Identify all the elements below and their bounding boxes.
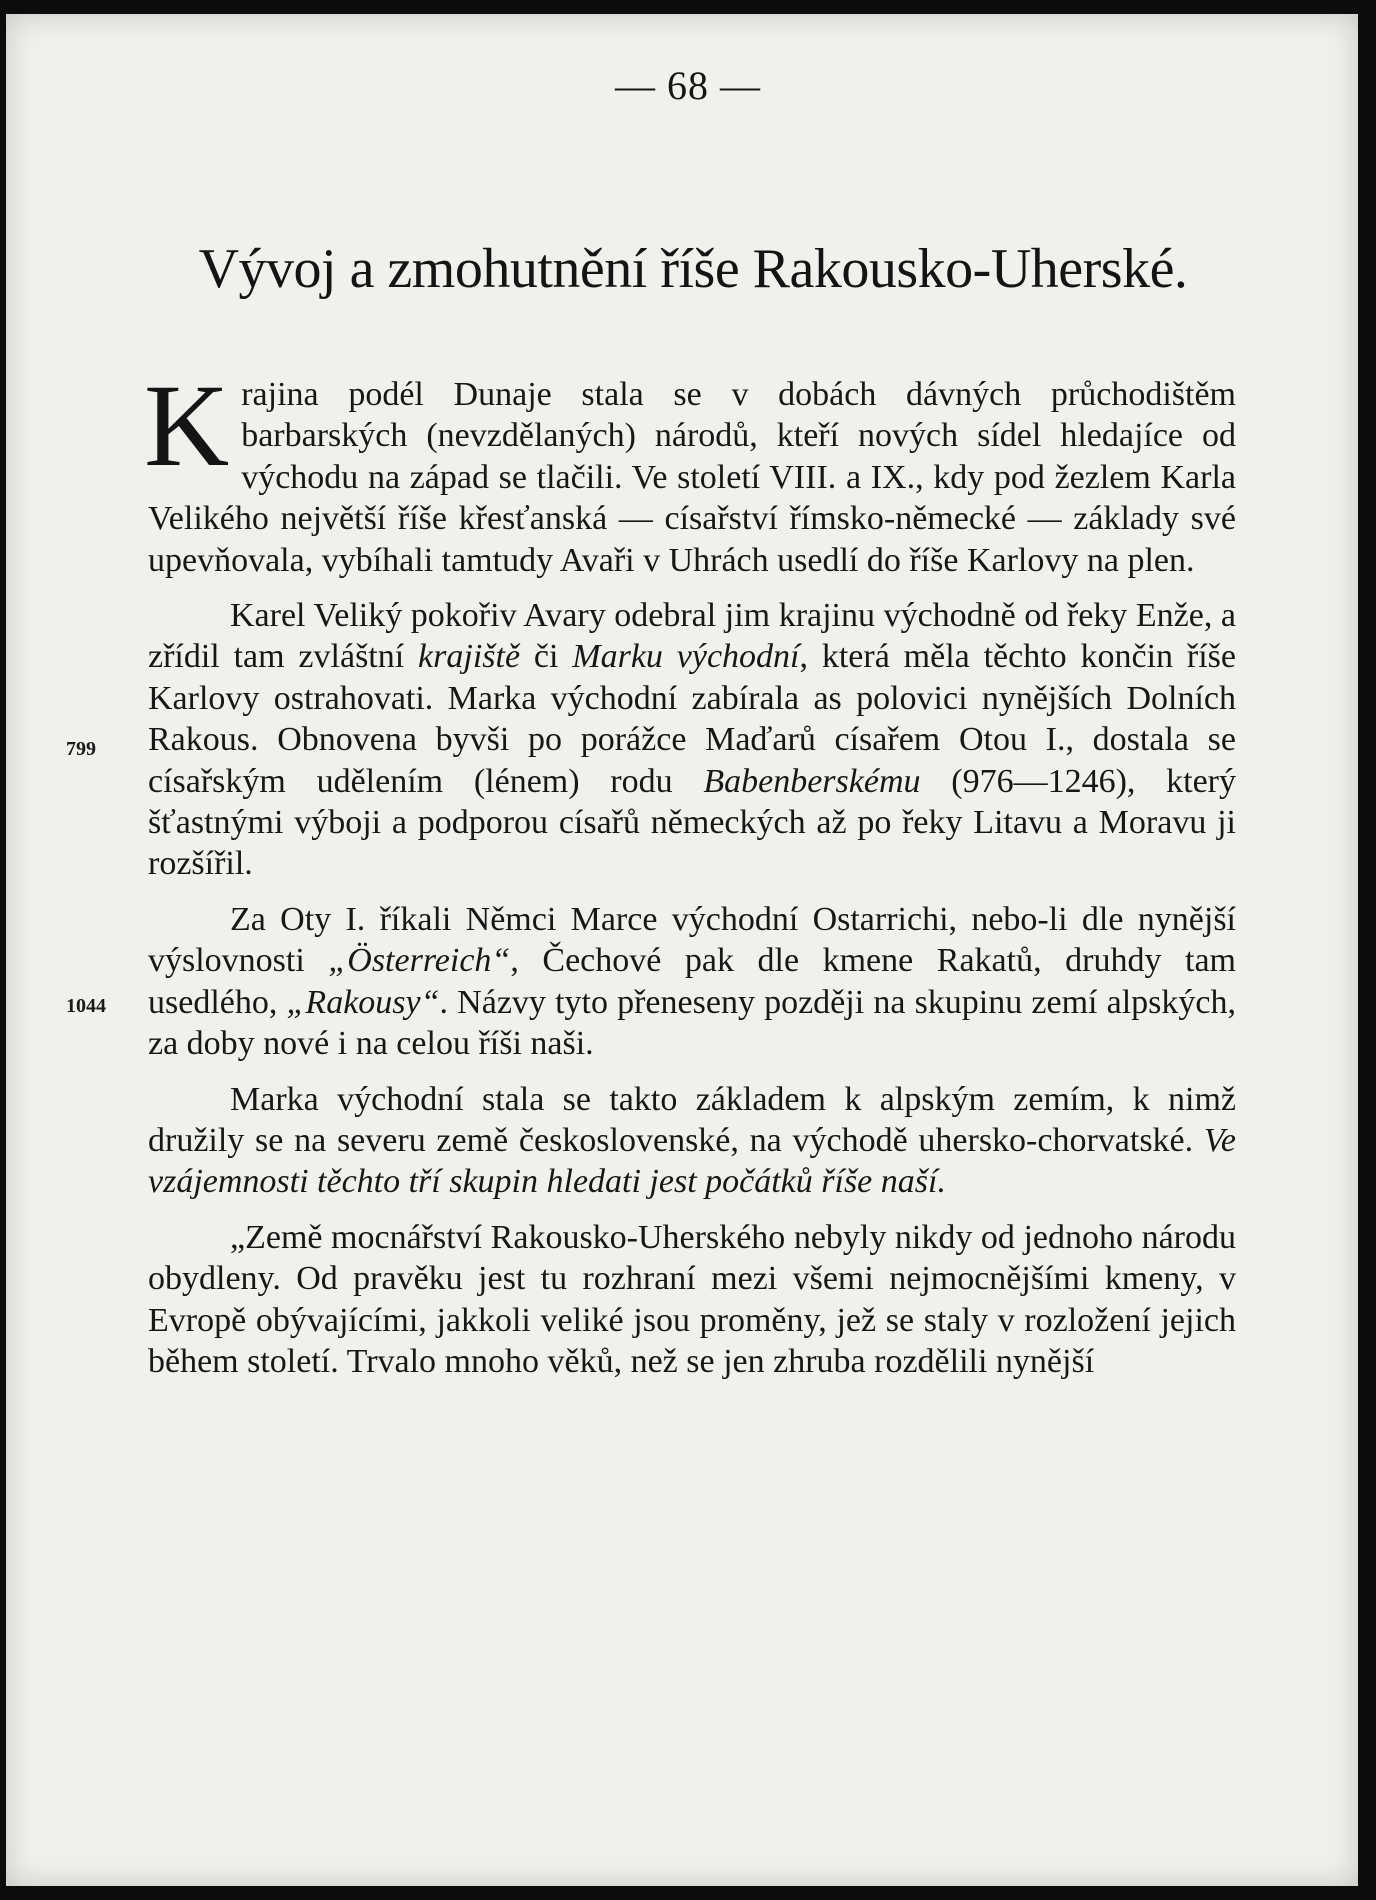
body-text: [144, 360, 1236, 1382]
margin-note-1044: 1044: [66, 995, 106, 1017]
term-marka-vychodni: Marku východní: [572, 638, 800, 676]
paragraph-3-text-a: Za Oty I. říkali Němci Marce východní Ostarrichi, nebo-li dle nynější výslovnosti: [148, 900, 1236, 980]
term-rakousy: „Rakousy“: [286, 983, 440, 1021]
paragraph-3-text-c: . Názvy tyto přeneseny později na skupinu zemí alpských, za doby nové i na celou říši naši.: [148, 983, 1236, 1063]
paragraph-2-text-c: , která měla těchto končin říše Karlovy ostrahovati. Marka východní zabírala as polovici nynějších Dolních Rakous. Obnovena byvši po porážce Maďarů císařem Otou I., dostala se císařským udělením (lénem) rodu: [148, 638, 1236, 800]
drop-cap: K: [144, 360, 230, 491]
paragraph-4-emphasis: Ve vzájemnosti těchto tří skupin hledati jest počátků říše naší.: [148, 1121, 1236, 1201]
paragraph-2-text-a: Karel Veliký pokořiv Avary odebral jim krajinu východně od řeky Enže, a zřídil tam zvláštní: [148, 597, 1236, 676]
paragraph-4-text-a: Marka východní stala se takto základem k alpským zemím, k nimž družily se na severu země československé, na východě uhersko-chorvatské.: [148, 1080, 1236, 1159]
paragraph-3: [148, 899, 1236, 1065]
paragraph-3-text-b: , Čechové pak dle kmene Rakatů, druhdy tam usedlého,: [148, 942, 1236, 1021]
chapter-title: Vývoj a zmohutnění říše Rakousko-Uherské.: [198, 238, 1188, 300]
paragraph-1-text: rajina podél Dunaje stala se v dobách dávných průchodištěm barbarských (nevzdělaných) národů, kteří nových sídel hledajíce od východu na západ se tlačili. Ve století VIII. a IX., kdy pod žezlem Karla Velikého největší říše křesťanská — císařství římsko-německé — základy své upevňovala, vybíhali tamtudy Avaři v Uhrách usedlí do říše Karlovy na plen.: [148, 376, 1236, 579]
term-babenbersky: Babenberskému: [703, 762, 921, 800]
paragraph-5: [148, 1217, 1236, 1383]
paragraph-2-text-d: (976—1246), který šťastnými výboji a podporou císařů německých až po řeky Litavu a Moravu ji rozšířil.: [148, 762, 1236, 883]
paragraph-2: [148, 595, 1236, 885]
paragraph-5-text: „Země mocnářství Rakousko-Uherského nebyly nikdy od jednoho národu obydleny. Od pravěku jest tu rozhraní mezi všemi nejmocnějšími kmeny, v Evropě obývajícími, jakkoli veliké jsou proměny, jež se staly v rozložení jejich během století. Trvalo mnoho věků, než se jen zhruba rozdělili nynější: [148, 1218, 1236, 1380]
paragraph-4: [148, 1079, 1236, 1203]
margin-note-799: 799: [66, 738, 96, 760]
paragraph-1: [144, 360, 1236, 581]
term-osterreich: „Österreich“: [328, 942, 511, 980]
term-krajiste: krajiště: [418, 638, 521, 676]
page-number: — 68 —: [615, 63, 761, 108]
paragraph-2-text-b: či: [520, 638, 573, 676]
